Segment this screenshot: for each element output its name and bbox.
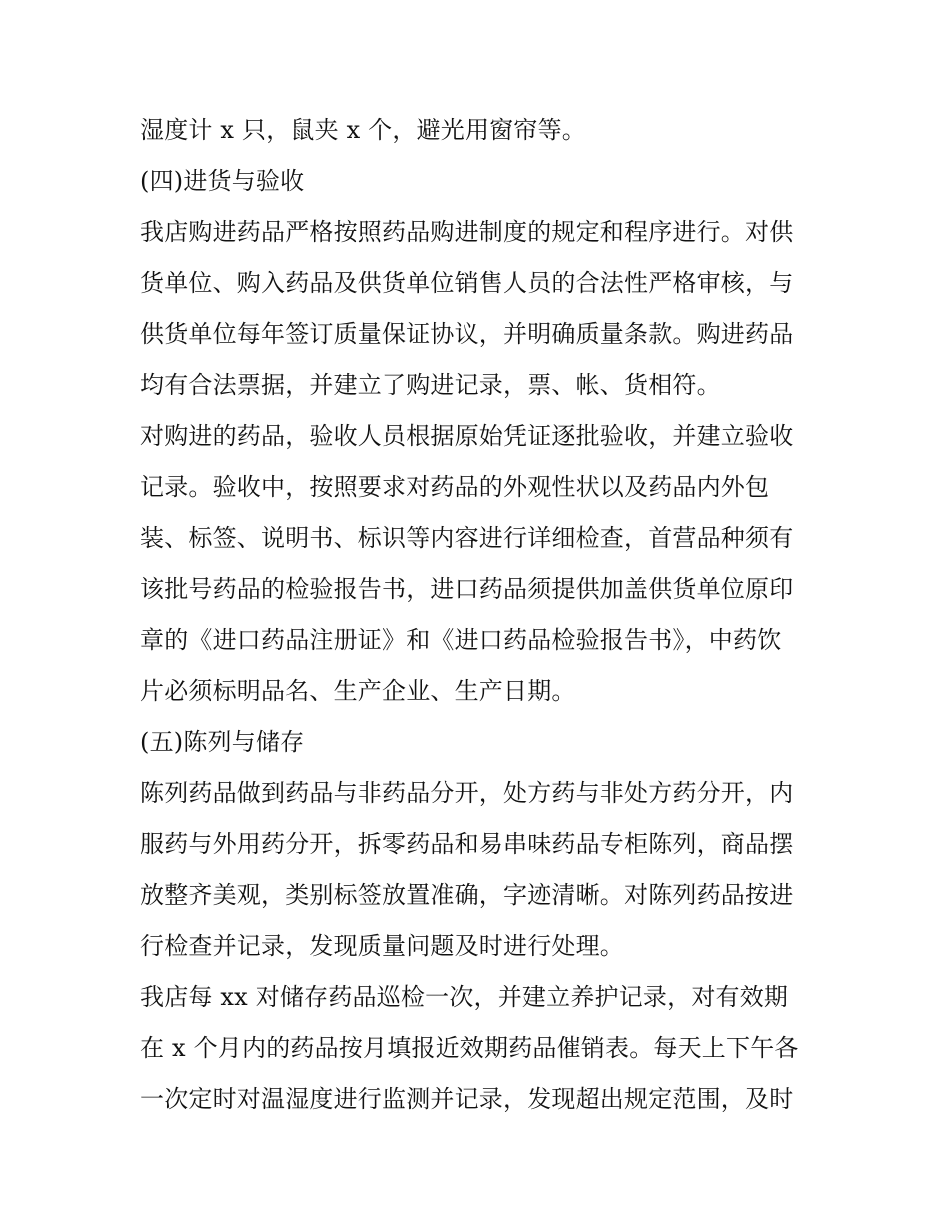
text-line: 章的《进口药品注册证》和《进口药品检验报告书》，中药饮 bbox=[140, 626, 782, 654]
text-line: 货单位、购入药品及供货单位销售人员的合法性严格审核，与 bbox=[140, 269, 794, 297]
text-line: 陈列药品做到药品与非药品分开，处方药与非处方药分开，内 bbox=[140, 779, 794, 807]
text-line: 对购进的药品，验收人员根据原始凭证逐批验收，并建立验收 bbox=[140, 422, 794, 450]
text-line: 服药与外用药分开，拆零药品和易串味药品专柜陈列，商品摆 bbox=[140, 830, 794, 858]
text-line: 我店购进药品严格按照药品购进制度的规定和程序进行。对供 bbox=[140, 218, 794, 246]
text-line: 均有合法票据，并建立了购进记录，票、帐、货相符。 bbox=[140, 371, 721, 399]
text-line: 记录。验收中，按照要求对药品的外观性状以及药品内外包 bbox=[140, 473, 770, 501]
section-heading-display-storage: (五)陈列与储存 bbox=[140, 728, 305, 756]
text-line: 装、标签、说明书、标识等内容进行详细检查，首营品种须有 bbox=[140, 524, 794, 552]
text-line: 供货单位每年签订质量保证协议，并明确质量条款。购进药品 bbox=[140, 320, 794, 348]
text-line: 我店每 xx 对储存药品巡检一次，并建立养护记录，对有效期 bbox=[140, 983, 789, 1011]
text-line: 片必须标明品名、生产企业、生产日期。 bbox=[140, 677, 576, 705]
section-heading-purchase-acceptance: (四)进货与验收 bbox=[140, 167, 305, 195]
text-line: 一次定时对温湿度进行监测并记录，发现超出规定范围，及时 bbox=[140, 1085, 794, 1113]
text-line: 湿度计 x 只，鼠夹 x 个，避光用窗帘等。 bbox=[140, 116, 586, 144]
text-line: 该批号药品的检验报告书，进口药品须提供加盖供货单位原印 bbox=[140, 575, 794, 603]
text-line: 行检查并记录，发现质量问题及时进行处理。 bbox=[140, 932, 624, 960]
text-line: 在 x 个月内的药品按月填报近效期药品催销表。每天上下午各 bbox=[140, 1034, 799, 1062]
text-line: 放整齐美观，类别标签放置准确，字迹清晰。对陈列药品按进 bbox=[140, 881, 794, 909]
document-body bbox=[140, 105, 820, 1125]
